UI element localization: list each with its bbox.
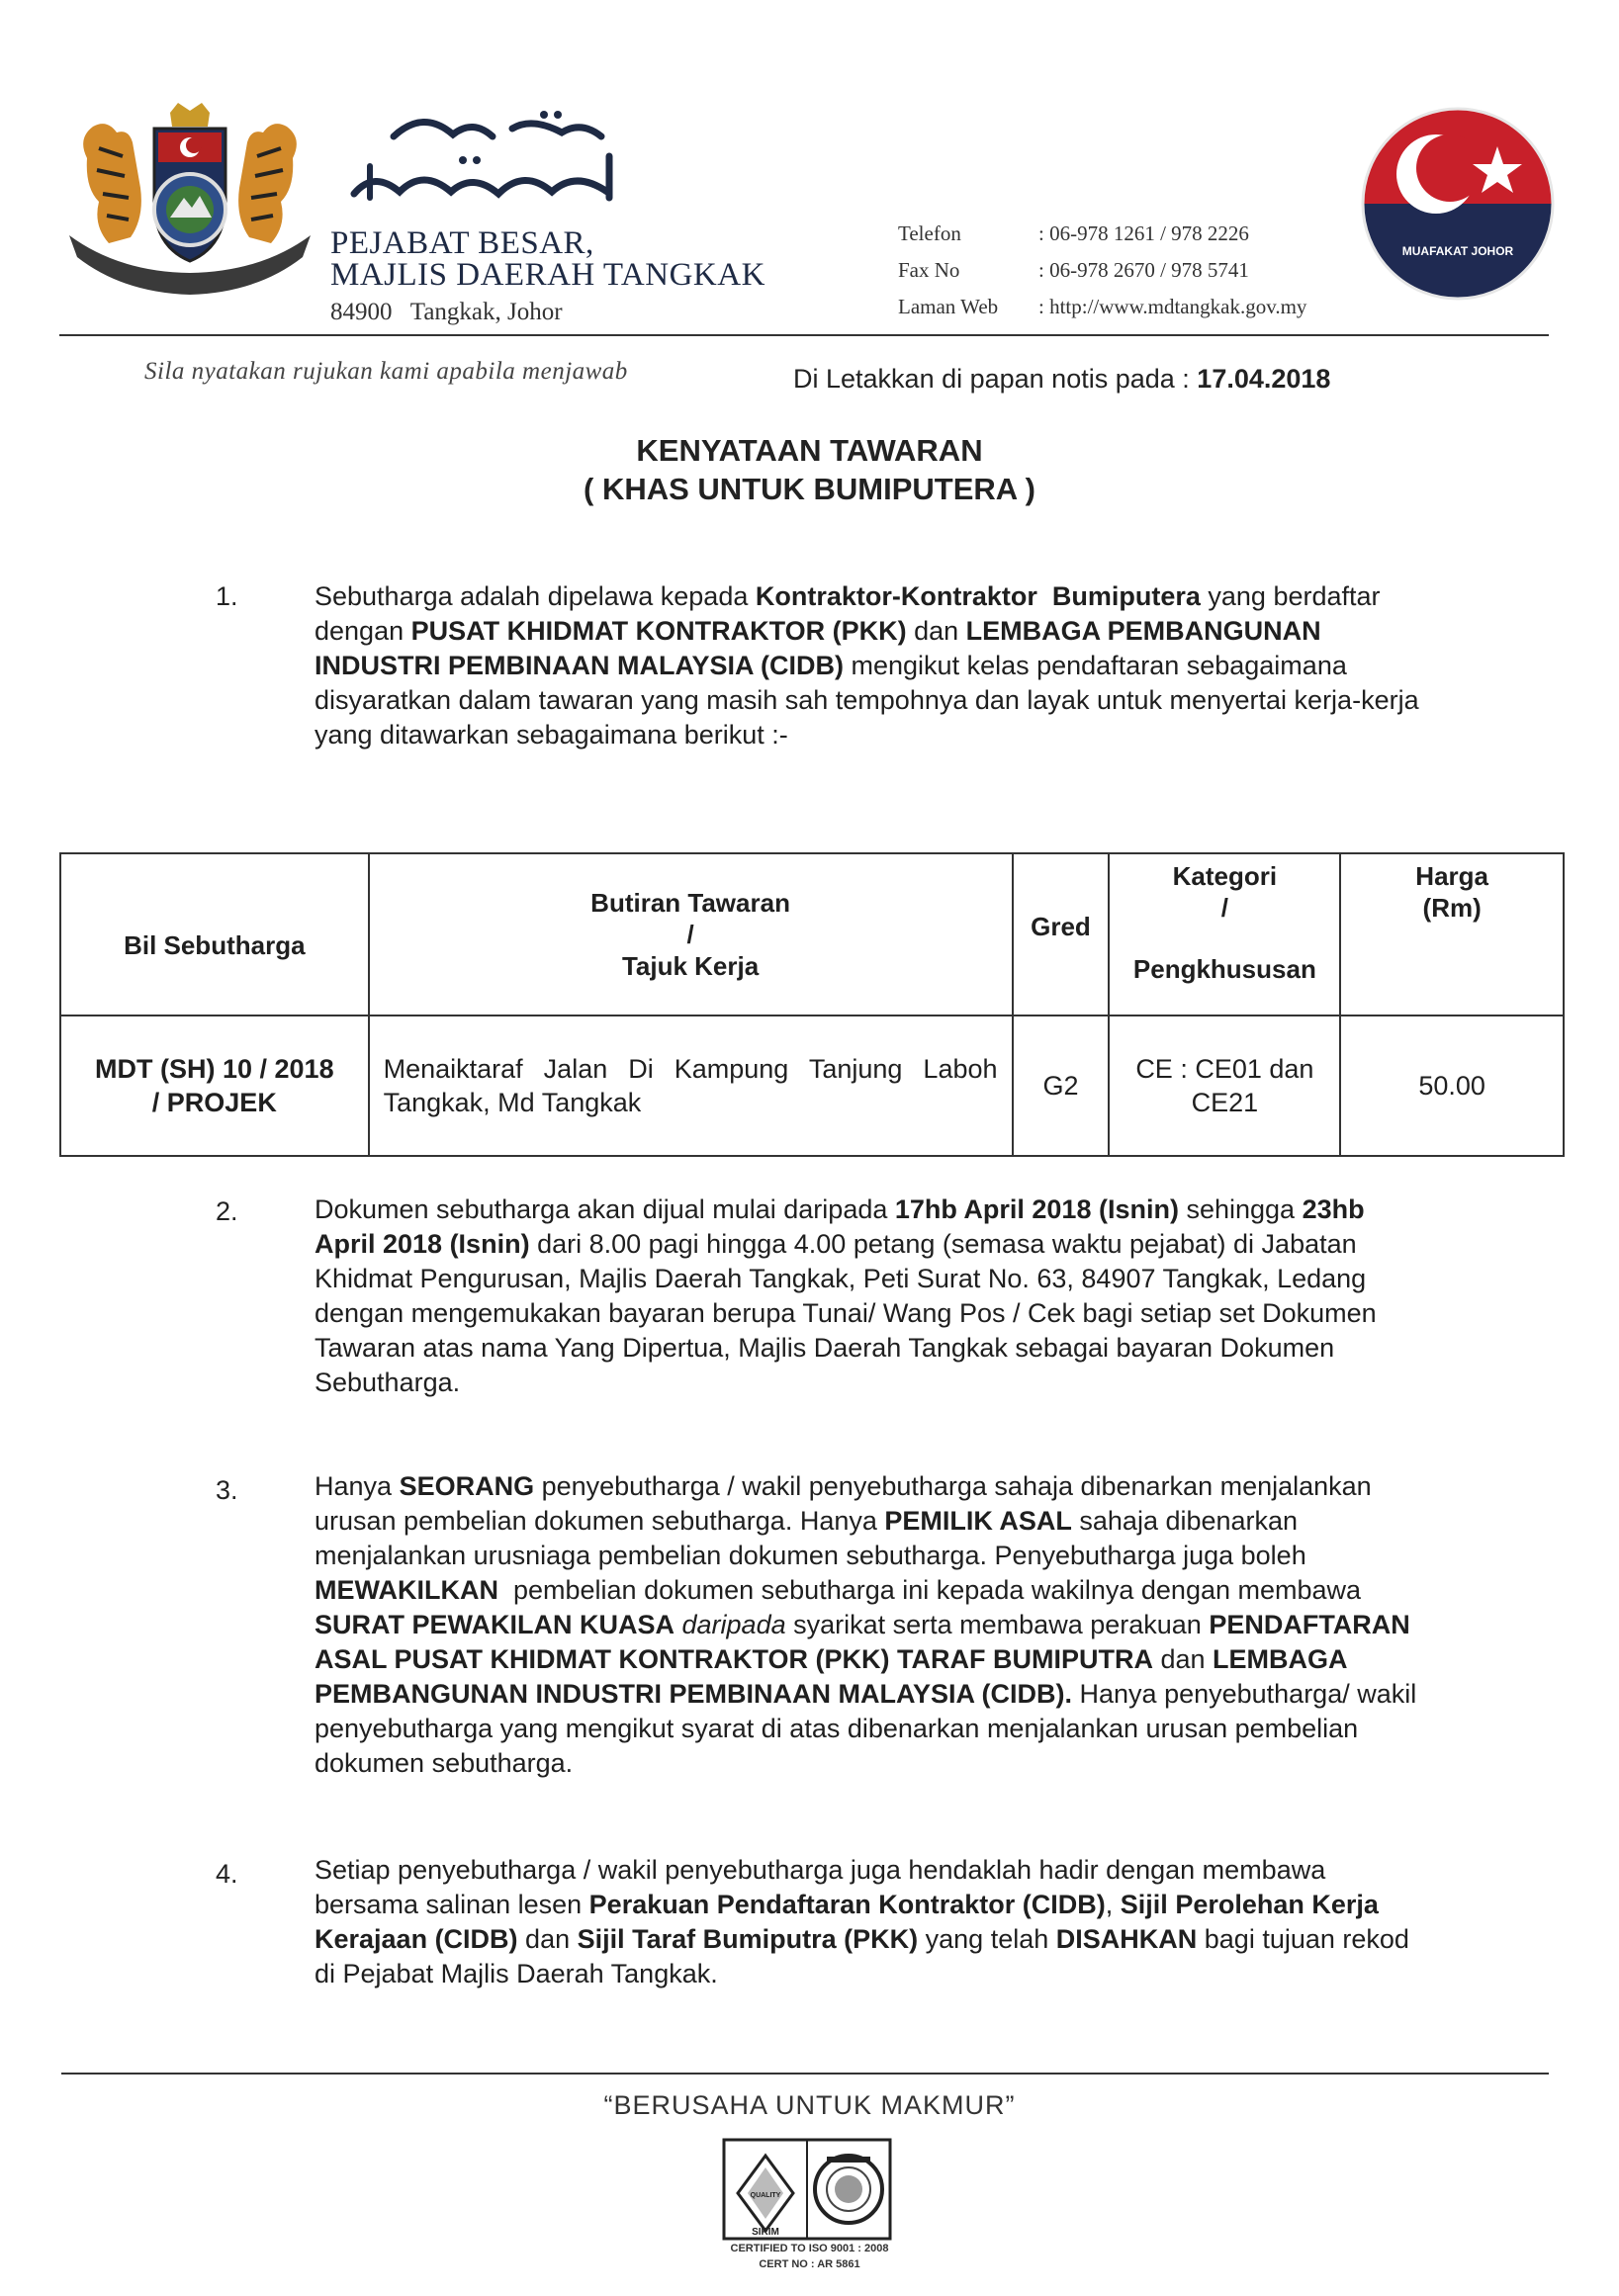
- cell-butiran: Menaiktaraf Jalan Di Kampung Tanjung Laboh Tangkak, Md Tangkak: [369, 1016, 1013, 1156]
- org-name-line2: MAJLIS DAERAH TANGKAK: [330, 257, 765, 293]
- notice-posted-date: [793, 364, 1330, 395]
- paragraph-4: Setiap penyebutharga / wakil penyebutharga juga hendaklah hadir dengan membawa bersama salinan lesen Perakuan Pendaftaran Kontraktor (CIDB), Sijil Perolehan Kerja Kerajaan (CIDB) dan Sijil Taraf Bumiputra (PKK) yang telah DISAHKAN bagi tujuan rekod di Pejabat Majlis Daerah Tangkak.: [315, 1855, 1409, 1988]
- paragraph-number: 3.: [216, 1475, 238, 1505]
- jawi-org-name: [334, 99, 631, 218]
- paragraph-number: 1.: [216, 581, 238, 611]
- crest-logo: [59, 99, 320, 297]
- sirim-certification-logo: [720, 2136, 894, 2243]
- org-name-line1: PEJABAT BESAR,: [330, 225, 594, 261]
- offer-table: [59, 852, 1565, 1157]
- paragraph-1: Sebutharga adalah dipelawa kepada Kontraktor-Kontraktor Bumiputera yang berdaftar dengan PUSAT KHIDMAT KONTRAKTOR (PKK) dan LEMBAGA PEMBANGUNAN INDUSTRI PEMBINAAN MALAYSIA (CIDB) mengikut kelas pendaftaran sebagaimana disyaratkan dalam tawaran yang masih sah tempohnya dan layak untuk menyertai kerja-kerja yang ditawarkan sebagaimana berikut :-: [315, 581, 1419, 750]
- table-header-row: [60, 853, 1564, 1016]
- sirim-label: SIRIM: [752, 2227, 779, 2238]
- fax-value: : 06-978 2670 / 978 5741: [1038, 258, 1249, 282]
- header-divider: [59, 334, 1549, 336]
- muafakat-label: MUAFAKAT JOHOR: [1401, 244, 1514, 258]
- paragraph-number: 4.: [216, 1859, 238, 1889]
- document-title: KENYATAAN TAWARAN: [636, 433, 983, 468]
- header-butiran: Butiran Tawaran / Tajuk Kerja: [369, 853, 1013, 1016]
- telefon-label: Telefon: [898, 221, 961, 245]
- org-address: 84900 Tangkak, Johor: [330, 299, 563, 325]
- header-kategori: Kategori / Pengkhususan: [1109, 853, 1340, 1016]
- cell-kategori: CE : CE01 dan CE21: [1109, 1016, 1340, 1156]
- web-value: : http://www.mdtangkak.gov.my: [1038, 295, 1307, 318]
- telefon-value: : 06-978 1261 / 978 2226: [1038, 221, 1249, 245]
- cert-number: CERT NO : AR 5861: [759, 2258, 860, 2270]
- cell-bil: MDT (SH) 10 / 2018 / PROJEK: [60, 1016, 369, 1156]
- header-gred: Gred: [1013, 853, 1110, 1016]
- motto: “BERUSAHA UNTUK MAKMUR”: [603, 2090, 1016, 2120]
- reference-note: Sila nyatakan rujukan kami apabila menjawab: [144, 358, 628, 385]
- paragraph-number: 2.: [216, 1196, 238, 1226]
- svg-text:QUALITY: QUALITY: [750, 2192, 781, 2199]
- muafakat-johor-logo: [1359, 105, 1557, 303]
- document-subtitle: ( KHAS UNTUK BUMIPUTERA ): [584, 472, 1035, 506]
- notice-date: 17.04.2018: [1197, 364, 1331, 394]
- paragraph-3: Hanya SEORANG penyebutharga / wakil penyebutharga sahaja dibenarkan menjalankan urusan pembelian dokumen sebutharga. Hanya PEMILIK ASAL sahaja dibenarkan menjalankan urusniaga pembelian dokumen sebutharga. Penyebutharga juga boleh MEWAKILKAN pembelian dokumen sebutharga ini kepada wakilnya dengan membawa SURAT PEWAKILAN KUASA daripada syarikat serta membawa perakuan PENDAFTARAN ASAL PUSAT KHIDMAT KONTRAKTOR (PKK) TARAF BUMIPUTRA dan LEMBAGA PEMBANGUNAN INDUSTRI PEMBINAAN MALAYSIA (CIDB). Hanya penyebutharga/ wakil penyebutharga yang mengikut syarat di atas dibenarkan menjalankan urusan pembelian dokumen sebutharga.: [315, 1471, 1417, 1778]
- cell-gred: G2: [1013, 1016, 1110, 1156]
- footer-divider: [61, 2073, 1549, 2075]
- web-label: Laman Web: [898, 295, 999, 318]
- cell-harga: 50.00: [1340, 1016, 1564, 1156]
- fax-label: Fax No: [898, 258, 960, 282]
- paragraph-2: Dokumen sebutharga akan dijual mulai daripada 17hb April 2018 (Isnin) sehingga 23hb April 2018 (Isnin) dari 8.00 pagi hingga 4.00 petang (semasa waktu pejabat) di Jabatan Khidmat Pengurusan, Majlis Daerah Tangkak, Peti Surat No. 63, 84907 Tangkak, Ledang dengan mengemukakan bayaran berupa Tunai/ Wang Pos / Cek bagi setiap set Dokumen Tawaran atas nama Yang Dipertua, Majlis Daerah Tangkak sebagai bayaran Dokumen Sebutharga.: [315, 1194, 1377, 1397]
- header-bil: Bil Sebutharga: [60, 853, 369, 1016]
- table-row: [60, 1016, 1564, 1156]
- notice-label: Di Letakkan di papan notis pada :: [793, 364, 1198, 394]
- cert-standard: CERTIFIED TO ISO 9001 : 2008: [730, 2243, 889, 2254]
- header-harga: Harga (Rm): [1340, 853, 1564, 1016]
